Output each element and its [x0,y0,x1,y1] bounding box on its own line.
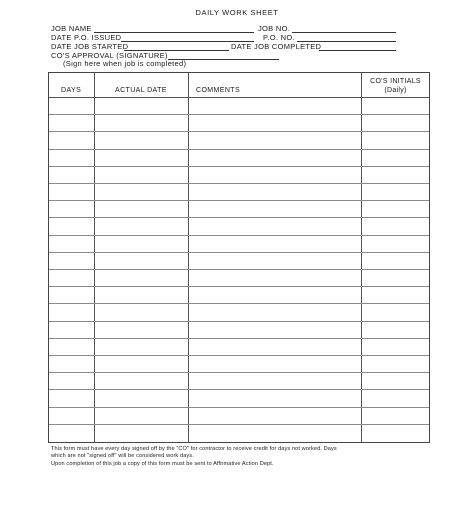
footer-note-line-2: which are not "signed off" will be considered work days. [51,453,194,459]
date-job-started-label: DATE JOB STARTED [51,42,129,51]
table-row-divider [49,269,429,270]
table-row-divider [49,321,429,322]
cos-initials-label: CO'S INITIALS [370,78,421,85]
table-row-divider [49,114,429,115]
table-row-divider [49,149,429,150]
work-log-table [48,72,430,443]
cos-initials-sublabel: (Daily) [384,87,407,94]
table-row-divider [49,200,429,201]
table-row-divider [49,286,429,287]
date-po-issued-label: DATE P.O. ISSUED [51,33,122,42]
column-divider [188,73,189,442]
job-no-label: JOB NO. [258,24,291,33]
table-row-divider [49,338,429,339]
table-row-divider [49,235,429,236]
po-no-label: P.O. NO. [263,33,295,42]
table-row-divider [49,407,429,408]
column-header-days: DAYS [61,87,82,94]
column-header-actual-date: ACTUAL DATE [115,87,167,94]
table-row-divider [49,355,429,356]
sign-note-row [51,59,431,69]
date-job-completed-label: DATE JOB COMPLETED [231,42,322,51]
table-row-divider [49,303,429,304]
column-divider [94,73,95,442]
column-divider [361,73,362,442]
table-row-divider [49,217,429,218]
page-title: DAILY WORK SHEET [195,8,279,17]
header-divider [49,97,429,98]
footer-note-line-1: This form must have every day signed off by the "CO" for contractor to receive credit for days not worked. Days [51,446,337,452]
table-row-divider [49,252,429,253]
sign-here-note: (Sign here when job is completed) [63,59,187,68]
cos-approval-label: CO'S APPROVAL (SIGNATURE) [51,51,168,60]
table-row-divider [49,389,429,390]
job-name-label: JOB NAME [51,24,92,33]
footer-note-line-3: Upon completion of this job a copy of this form must be sent to Affirmative Action Dept. [51,461,274,467]
table-row-divider [49,131,429,132]
table-row-divider [49,424,429,425]
table-row-divider [49,183,429,184]
column-header-cos-initials [361,77,430,95]
column-header-comments: COMMENTS [196,87,241,94]
table-row-divider [49,372,429,373]
table-row-divider [49,166,429,167]
